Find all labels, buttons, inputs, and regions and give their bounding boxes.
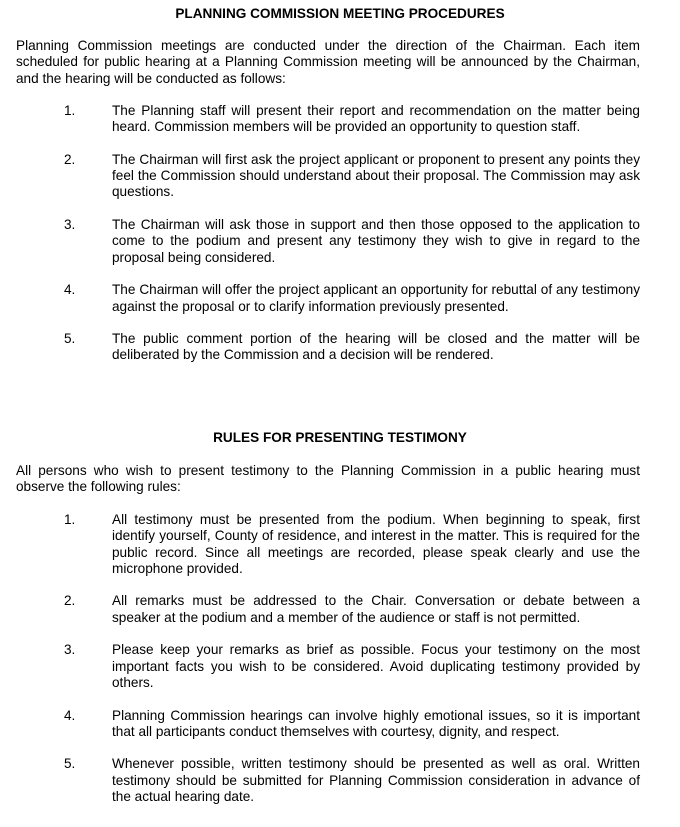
rules-list [0,512,680,822]
procedure-item [0,103,680,136]
rule-text: Please keep your remarks as brief as possible. Focus your testimony on the most important facts you wish to be considered. Avoid duplicating testimony provided by others. [112,642,640,690]
rule-item [0,512,680,577]
rules-intro: All persons who wish to present testimony to the Planning Commission in a public hearing must observe the following rules: [16,463,640,495]
procedure-item [0,152,680,201]
rule-number: 4. [64,707,76,723]
procedure-number: 4. [64,282,76,298]
rule-item [0,642,680,691]
rule-text: All testimony must be presented from the podium. When beginning to speak, first identify yourself, County of residence, and interest in the matter. This is required for the public record. Since all meetings are recorded, please speak clearly and use the microphone provided. [112,512,640,576]
rule-item [0,708,680,741]
rule-text: Whenever possible, written testimony should be presented as well as oral. Written testimony should be submitted for Planning Commission consideration in advance of the actual hearing date. [112,756,640,805]
procedure-text: The Planning staff will present their report and recommendation on the matter being heard. Commission members will be provided an opportunity to question staff. [112,103,640,135]
rule-number: 2. [64,593,76,609]
rule-item [0,593,680,626]
procedure-number: 1. [64,103,76,118]
procedures-title: PLANNING COMMISSION MEETING PROCEDURES [175,6,505,21]
procedures-intro: Planning Commission meetings are conducted under the direction of the Chairman. Each item scheduled for public hearing at a Planning Commission meeting will be announced by the Chairman, and the hearing will be conducted as follows: [16,38,640,86]
rule-text: Planning Commission hearings can involve highly emotional issues, so it is important that all participants conduct themselves with courtesy, dignity, and respect. [112,707,640,739]
procedure-item [0,282,680,315]
procedure-item [0,217,680,266]
rule-number: 5. [64,756,76,772]
procedure-number: 3. [64,217,76,233]
rules-title: RULES FOR PRESENTING TESTIMONY [213,430,467,445]
rule-item [0,756,680,805]
rule-text: All remarks must be addressed to the Chair. Conversation or debate between a speaker at the podium and a member of the audience or staff is not permitted. [112,593,640,625]
procedure-text: The Chairman will ask those in support and then those opposed to the application to come to the podium and present any testimony they wish to give in regard to the proposal being considered. [112,217,640,265]
procedure-text: The public comment portion of the hearing will be closed and the matter will be deliberated by the Commission and a decision will be rendered. [112,331,640,363]
procedure-text: The Chairman will first ask the project applicant or proponent to present any points they feel the Commission should understand about their proposal. The Commission may ask questions. [112,151,640,200]
procedure-text: The Chairman will offer the project applicant an opportunity for rebuttal of any testimony against the proposal or to clarify information previously presented. [112,282,640,314]
procedures-list [0,103,680,380]
procedure-number: 2. [64,151,76,167]
procedure-item [0,331,680,364]
rule-number: 1. [64,512,76,527]
rule-number: 3. [64,642,76,658]
procedure-number: 5. [64,331,76,347]
